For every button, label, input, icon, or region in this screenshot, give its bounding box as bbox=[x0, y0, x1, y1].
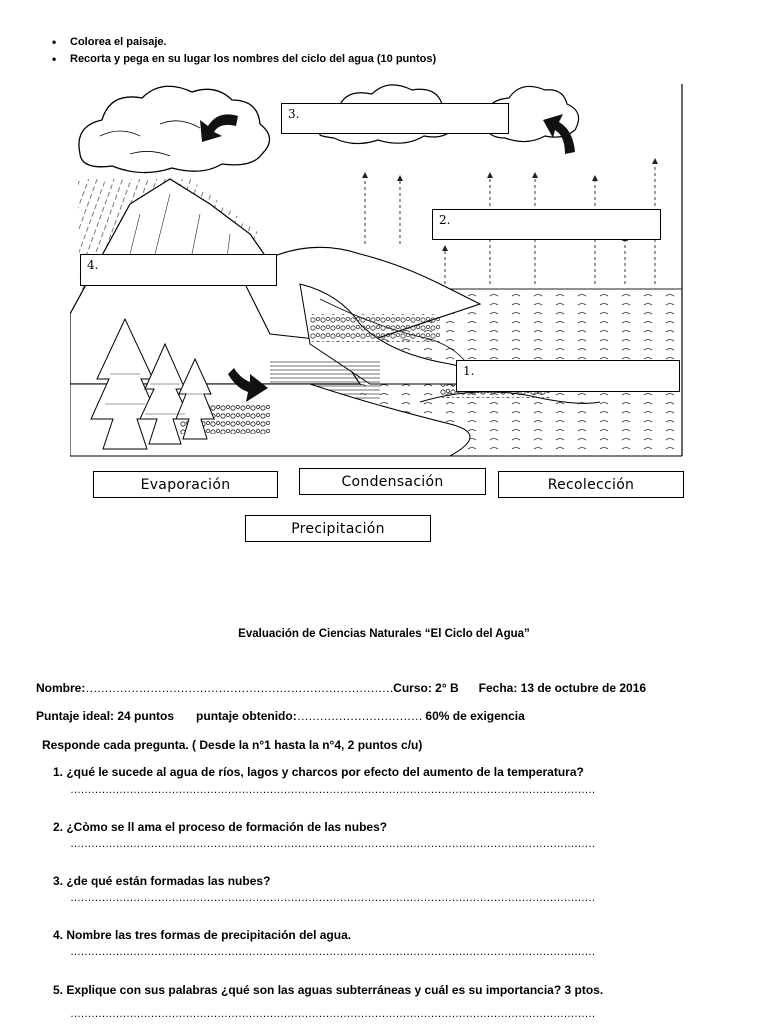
date-label: Fecha: 13 de octubre de 2016 bbox=[478, 681, 647, 695]
word-card-precipitation[interactable]: Precipitación bbox=[245, 515, 431, 542]
score-obtained-field[interactable]: …………………………… bbox=[296, 709, 423, 723]
question-5: 5. Explique con sus palabras ¿qué son las aguas subterráneas y cuál es su importancia? 3 ptos. bbox=[53, 983, 604, 997]
word-card-condensation[interactable]: Condensación bbox=[299, 468, 486, 495]
diagram-label-box: 4. bbox=[80, 254, 277, 286]
score-obtained-label: puntaje obtenido: bbox=[196, 709, 297, 723]
exam-title: Evaluación de Ciencias Naturales “El Ciclo del Agua” bbox=[238, 628, 530, 640]
question-2: 2. ¿Còmo se ll ama el proceso de formación de las nubes? bbox=[53, 820, 388, 834]
answer-line[interactable]: …………………………………………………………………………………………………………………………………… bbox=[70, 784, 595, 796]
answer-line[interactable]: …………………………………………………………………………………………………………………………………… bbox=[70, 1008, 595, 1020]
instruction-item: • Recorta y pega en su lugar los nombres del ciclo del agua (10 puntos) bbox=[52, 51, 436, 68]
answer-instruction: Responde cada pregunta. ( Desde la n°1 hasta la n°4, 2 puntos c/u) bbox=[42, 738, 423, 752]
answer-line[interactable]: …………………………………………………………………………………………………………………………………… bbox=[70, 838, 595, 850]
word-card-collection[interactable]: Recolección bbox=[498, 471, 684, 498]
instruction-item: • Colorea el paisaje. bbox=[52, 34, 436, 51]
instruction-list bbox=[52, 34, 436, 68]
question-3: 3. ¿de qué están formadas las nubes? bbox=[53, 874, 271, 888]
name-field[interactable]: ……………………………………………………………………… bbox=[85, 681, 394, 695]
answer-line[interactable]: …………………………………………………………………………………………………………………………………… bbox=[70, 946, 595, 958]
word-card-evaporation[interactable]: Evaporación bbox=[93, 471, 278, 498]
score-ideal: Puntaje ideal: 24 puntos bbox=[36, 709, 175, 723]
diagram-label-box: 3. bbox=[281, 103, 509, 134]
water-cycle-illustration bbox=[70, 84, 686, 460]
diagram-label-box: 2. bbox=[432, 209, 661, 240]
diagram-label-box: 1. bbox=[456, 360, 680, 392]
score-line bbox=[36, 709, 525, 723]
answer-line[interactable]: …………………………………………………………………………………………………………………………………… bbox=[70, 892, 595, 904]
requirement-text: 60% de exigencia bbox=[422, 709, 525, 723]
question-1: 1. ¿qué le sucede al agua de ríos, lagos y charcos por efecto del aumento de la temperatura? bbox=[53, 765, 584, 779]
course-label: Curso: 2° B bbox=[393, 681, 459, 695]
question-4: 4. Nombre las tres formas de precipitación del agua. bbox=[53, 928, 352, 942]
name-label: Nombre: bbox=[36, 681, 86, 695]
name-line bbox=[36, 681, 646, 695]
